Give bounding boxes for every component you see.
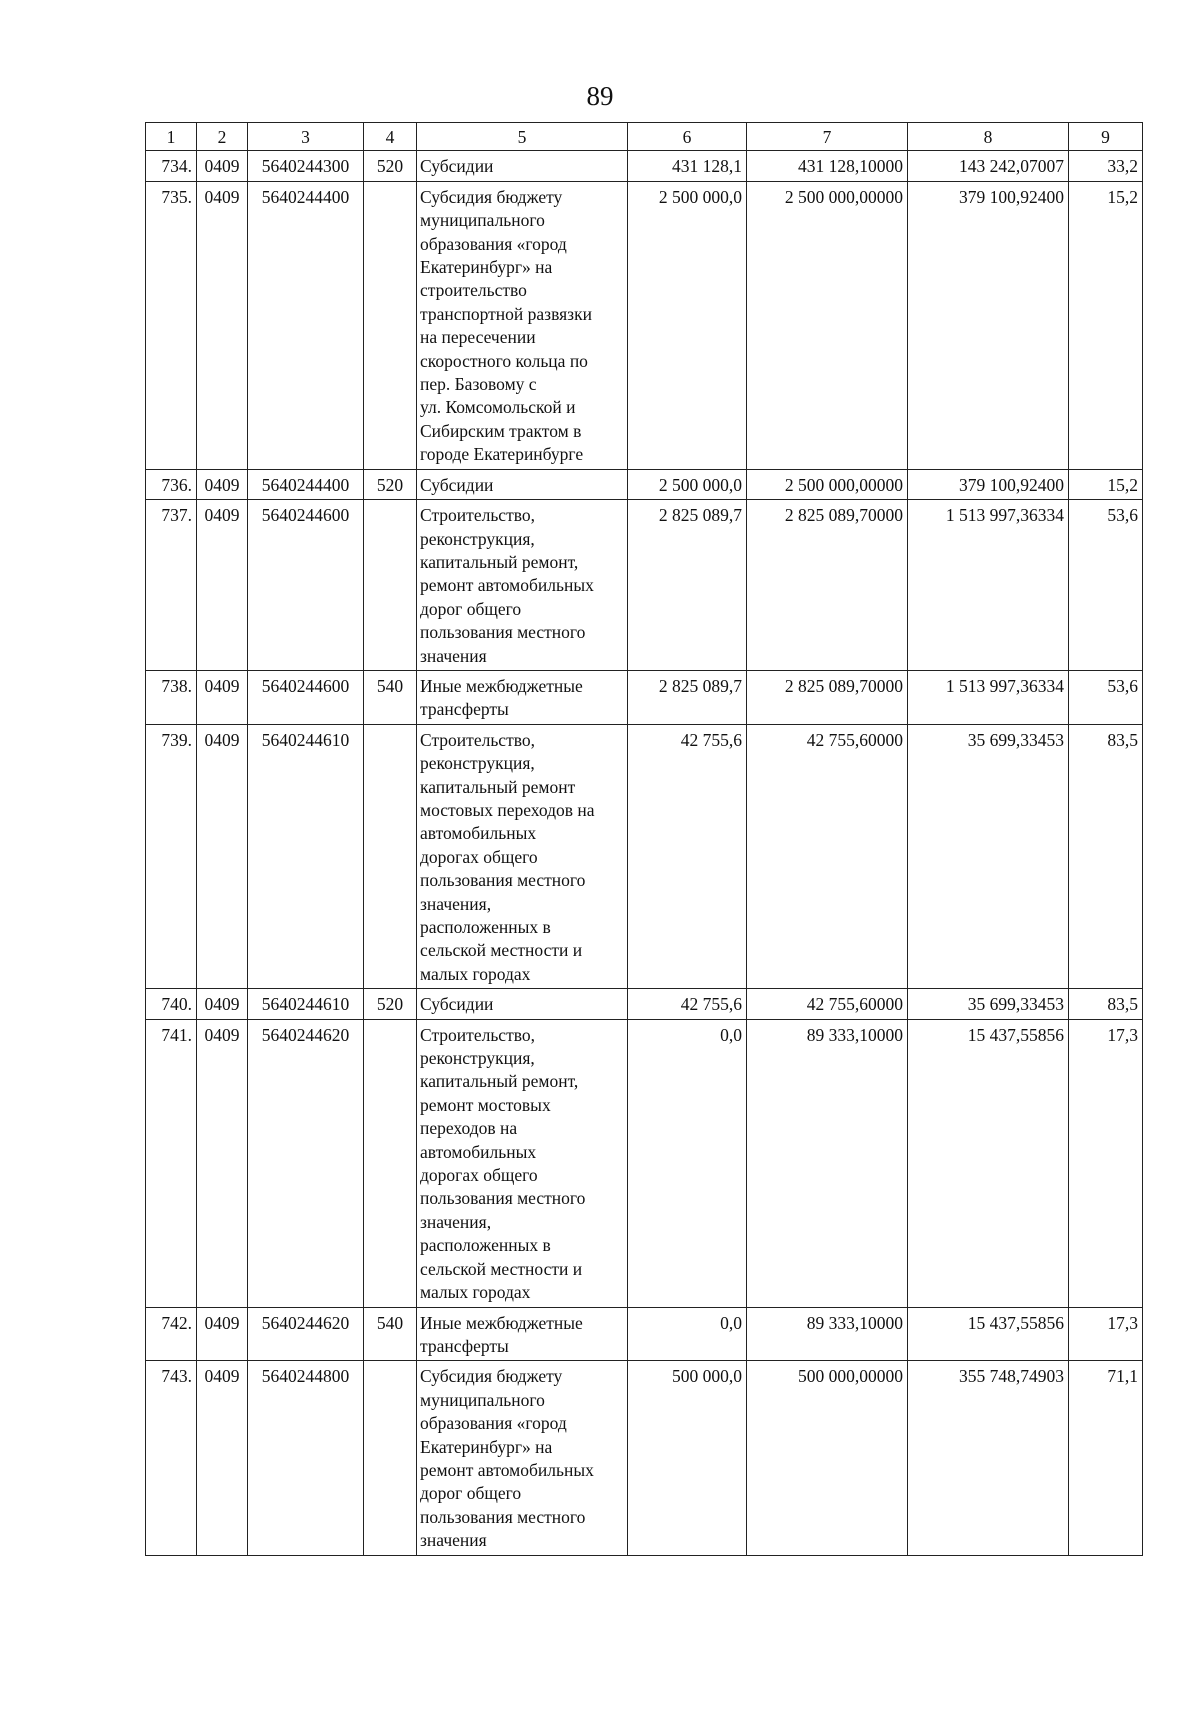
description-line: Строительство, bbox=[420, 1024, 535, 1045]
expense-type-cell: 540 bbox=[364, 1307, 417, 1361]
header-cell-1: 1 bbox=[146, 123, 197, 151]
description-line: пер. Базовому с bbox=[420, 374, 537, 395]
header-cell-8: 8 bbox=[908, 123, 1069, 151]
description-line: реконструкция, bbox=[420, 528, 535, 549]
row-number-cell: 737. bbox=[146, 500, 197, 671]
page-number: 89 bbox=[586, 81, 614, 111]
budget-table bbox=[145, 122, 1143, 1556]
amount-col6-cell: 0,0 bbox=[628, 1307, 747, 1361]
description-cell bbox=[417, 151, 628, 181]
table-row bbox=[146, 469, 1143, 499]
table-row bbox=[146, 1307, 1143, 1361]
target-code-cell: 5640244620 bbox=[248, 1307, 364, 1361]
amount-col6-cell: 2 500 000,0 bbox=[628, 181, 747, 469]
expense-type-cell bbox=[364, 181, 417, 469]
table-body bbox=[146, 123, 1143, 1556]
expense-type-cell bbox=[364, 500, 417, 671]
description-cell bbox=[417, 1361, 628, 1555]
description-line: мостовых переходов на bbox=[420, 799, 595, 820]
header-cell-5: 5 bbox=[417, 123, 628, 151]
description-cell bbox=[417, 670, 628, 724]
amount-col8-cell: 15 437,55856 bbox=[908, 1307, 1069, 1361]
target-code-cell: 5640244600 bbox=[248, 500, 364, 671]
description-line: трансферты bbox=[420, 1335, 509, 1356]
row-number-cell: 742. bbox=[146, 1307, 197, 1361]
expense-type-cell bbox=[364, 1361, 417, 1555]
description-line: Екатеринбург» на bbox=[420, 1436, 553, 1457]
amount-col8-cell: 1 513 997,36334 bbox=[908, 670, 1069, 724]
row-number-cell: 740. bbox=[146, 989, 197, 1019]
section-code-cell: 0409 bbox=[197, 1361, 248, 1555]
row-number-cell: 741. bbox=[146, 1019, 197, 1307]
description-cell bbox=[417, 181, 628, 469]
description-line: пользования местного bbox=[420, 622, 586, 643]
expense-type-cell: 520 bbox=[364, 469, 417, 499]
amount-col7-cell: 42 755,60000 bbox=[747, 989, 908, 1019]
description-line: значения bbox=[420, 645, 487, 666]
description-cell bbox=[417, 1307, 628, 1361]
percent-col9-cell: 83,5 bbox=[1069, 989, 1143, 1019]
description-line: транспортной развязки bbox=[420, 303, 592, 324]
description-line: малых городах bbox=[420, 963, 531, 984]
target-code-cell: 5640244600 bbox=[248, 670, 364, 724]
section-code-cell: 0409 bbox=[197, 724, 248, 988]
amount-col8-cell: 1 513 997,36334 bbox=[908, 500, 1069, 671]
description-line: на пересечении bbox=[420, 327, 536, 348]
description-line: дорог общего bbox=[420, 598, 522, 619]
amount-col6-cell: 2 825 089,7 bbox=[628, 670, 747, 724]
description-line: Строительство, bbox=[420, 505, 535, 526]
description-line: городе Екатеринбурге bbox=[420, 444, 584, 465]
header-cell-6: 6 bbox=[628, 123, 747, 151]
description-line: капитальный ремонт bbox=[420, 776, 576, 797]
description-line: автомобильных bbox=[420, 1141, 537, 1162]
section-code-cell: 0409 bbox=[197, 181, 248, 469]
description-line: дорог общего bbox=[420, 1483, 522, 1504]
target-code-cell: 5640244300 bbox=[248, 151, 364, 181]
description-line: переходов на bbox=[420, 1118, 518, 1139]
description-line: муниципального bbox=[420, 1389, 545, 1410]
expense-type-cell bbox=[364, 1019, 417, 1307]
description-line: реконструкция, bbox=[420, 753, 535, 774]
expense-type-cell: 520 bbox=[364, 989, 417, 1019]
table-row bbox=[146, 1019, 1143, 1307]
description-line: образования «город bbox=[420, 233, 567, 254]
percent-col9-cell: 17,3 bbox=[1069, 1307, 1143, 1361]
amount-col8-cell: 355 748,74903 bbox=[908, 1361, 1069, 1555]
description-line: значения, bbox=[420, 1211, 492, 1232]
description-line: автомобильных bbox=[420, 823, 537, 844]
description-line: ул. Комсомольской и bbox=[420, 397, 576, 418]
description-line: скоростного кольца по bbox=[420, 350, 588, 371]
description-line: капитальный ремонт, bbox=[420, 551, 579, 572]
header-cell-2: 2 bbox=[197, 123, 248, 151]
section-code-cell: 0409 bbox=[197, 670, 248, 724]
description-line: Субсидия бюджету bbox=[420, 1366, 563, 1387]
description-cell bbox=[417, 724, 628, 988]
description-line: ремонт автомобильных bbox=[420, 575, 594, 596]
percent-col9-cell: 53,6 bbox=[1069, 670, 1143, 724]
description-cell bbox=[417, 1019, 628, 1307]
target-code-cell: 5640244400 bbox=[248, 181, 364, 469]
expense-type-cell bbox=[364, 724, 417, 988]
row-number-cell: 734. bbox=[146, 151, 197, 181]
table-row bbox=[146, 1361, 1143, 1555]
amount-col8-cell: 143 242,07007 bbox=[908, 151, 1069, 181]
target-code-cell: 5640244610 bbox=[248, 724, 364, 988]
description-line: Субсидия бюджету bbox=[420, 186, 563, 207]
description-line: расположенных в bbox=[420, 917, 551, 937]
description-cell bbox=[417, 469, 628, 499]
amount-col8-cell: 35 699,33453 bbox=[908, 724, 1069, 988]
description-line: расположенных в bbox=[420, 1235, 551, 1256]
target-code-cell: 5640244620 bbox=[248, 1019, 364, 1307]
description-line: Строительство, bbox=[420, 729, 535, 750]
amount-col6-cell: 431 128,1 bbox=[628, 151, 747, 181]
description-line: Субсидии bbox=[420, 994, 494, 1015]
amount-col7-cell: 2 825 089,70000 bbox=[747, 500, 908, 671]
amount-col7-cell: 42 755,60000 bbox=[747, 724, 908, 988]
row-number-cell: 739. bbox=[146, 724, 197, 988]
amount-col7-cell: 89 333,10000 bbox=[747, 1019, 908, 1307]
description-line: дорогах общего bbox=[420, 846, 538, 867]
description-line: пользования местного bbox=[420, 1506, 586, 1527]
section-code-cell: 0409 bbox=[197, 1019, 248, 1307]
header-cell-9: 9 bbox=[1069, 123, 1143, 151]
table-row bbox=[146, 500, 1143, 671]
description-line: Субсидии bbox=[420, 156, 494, 177]
percent-col9-cell: 33,2 bbox=[1069, 151, 1143, 181]
amount-col6-cell: 500 000,0 bbox=[628, 1361, 747, 1555]
amount-col7-cell: 431 128,10000 bbox=[747, 151, 908, 181]
row-number-cell: 736. bbox=[146, 469, 197, 499]
row-number-cell: 735. bbox=[146, 181, 197, 469]
amount-col8-cell: 379 100,92400 bbox=[908, 181, 1069, 469]
description-line: ремонт автомобильных bbox=[420, 1459, 594, 1480]
amount-col8-cell: 15 437,55856 bbox=[908, 1019, 1069, 1307]
description-line: пользования местного bbox=[420, 1188, 586, 1209]
description-line: Субсидии bbox=[420, 474, 494, 495]
description-line: образования «город bbox=[420, 1413, 567, 1434]
amount-col6-cell: 42 755,6 bbox=[628, 724, 747, 988]
section-code-cell: 0409 bbox=[197, 151, 248, 181]
percent-col9-cell: 15,2 bbox=[1069, 181, 1143, 469]
amount-col6-cell: 2 825 089,7 bbox=[628, 500, 747, 671]
expense-type-cell: 520 bbox=[364, 151, 417, 181]
section-code-cell: 0409 bbox=[197, 469, 248, 499]
table-row bbox=[146, 989, 1143, 1019]
percent-col9-cell: 83,5 bbox=[1069, 724, 1143, 988]
percent-col9-cell: 71,1 bbox=[1069, 1361, 1143, 1555]
description-line: сельской местности и bbox=[420, 1258, 583, 1279]
percent-col9-cell: 17,3 bbox=[1069, 1019, 1143, 1307]
table-row bbox=[146, 151, 1143, 181]
header-cell-7: 7 bbox=[747, 123, 908, 151]
description-line: значения bbox=[420, 1530, 487, 1551]
description-line: Екатеринбург» на bbox=[420, 257, 553, 278]
header-cell-3: 3 bbox=[248, 123, 364, 151]
amount-col6-cell: 0,0 bbox=[628, 1019, 747, 1307]
description-cell bbox=[417, 989, 628, 1019]
section-code-cell: 0409 bbox=[197, 1307, 248, 1361]
row-number-cell: 743. bbox=[146, 1361, 197, 1555]
amount-col7-cell: 89 333,10000 bbox=[747, 1307, 908, 1361]
percent-col9-cell: 53,6 bbox=[1069, 500, 1143, 671]
percent-col9-cell: 15,2 bbox=[1069, 469, 1143, 499]
amount-col6-cell: 2 500 000,0 bbox=[628, 469, 747, 499]
description-line: строительство bbox=[420, 280, 527, 301]
amount-col6-cell: 42 755,6 bbox=[628, 989, 747, 1019]
header-row bbox=[146, 123, 1143, 151]
expense-type-cell: 540 bbox=[364, 670, 417, 724]
description-line: трансферты bbox=[420, 699, 509, 720]
amount-col7-cell: 2 500 000,00000 bbox=[747, 469, 908, 499]
description-line: ремонт мостовых bbox=[420, 1094, 551, 1115]
target-code-cell: 5640244400 bbox=[248, 469, 364, 499]
header-cell-4: 4 bbox=[364, 123, 417, 151]
description-line: дорогах общего bbox=[420, 1165, 538, 1186]
section-code-cell: 0409 bbox=[197, 500, 248, 671]
section-code-cell: 0409 bbox=[197, 989, 248, 1019]
description-cell bbox=[417, 500, 628, 671]
description-line: значения, bbox=[420, 893, 492, 914]
amount-col7-cell: 500 000,00000 bbox=[747, 1361, 908, 1555]
amount-col8-cell: 35 699,33453 bbox=[908, 989, 1069, 1019]
description-line: Сибирским трактом в bbox=[420, 420, 582, 441]
amount-col8-cell: 379 100,92400 bbox=[908, 469, 1069, 499]
amount-col7-cell: 2 500 000,00000 bbox=[747, 181, 908, 469]
target-code-cell: 5640244610 bbox=[248, 989, 364, 1019]
table-row bbox=[146, 724, 1143, 988]
description-line: Иные межбюджетные bbox=[420, 675, 583, 696]
target-code-cell: 5640244800 bbox=[248, 1361, 364, 1555]
table-row bbox=[146, 670, 1143, 724]
amount-col7-cell: 2 825 089,70000 bbox=[747, 670, 908, 724]
description-line: сельской местности и bbox=[420, 940, 583, 961]
table-row bbox=[146, 181, 1143, 469]
description-line: реконструкция, bbox=[420, 1048, 535, 1069]
description-line: пользования местного bbox=[420, 870, 586, 891]
description-line: муниципального bbox=[420, 210, 545, 231]
row-number-cell: 738. bbox=[146, 670, 197, 724]
description-line: капитальный ремонт, bbox=[420, 1071, 579, 1092]
description-line: Иные межбюджетные bbox=[420, 1312, 583, 1333]
description-line: малых городах bbox=[420, 1282, 531, 1303]
